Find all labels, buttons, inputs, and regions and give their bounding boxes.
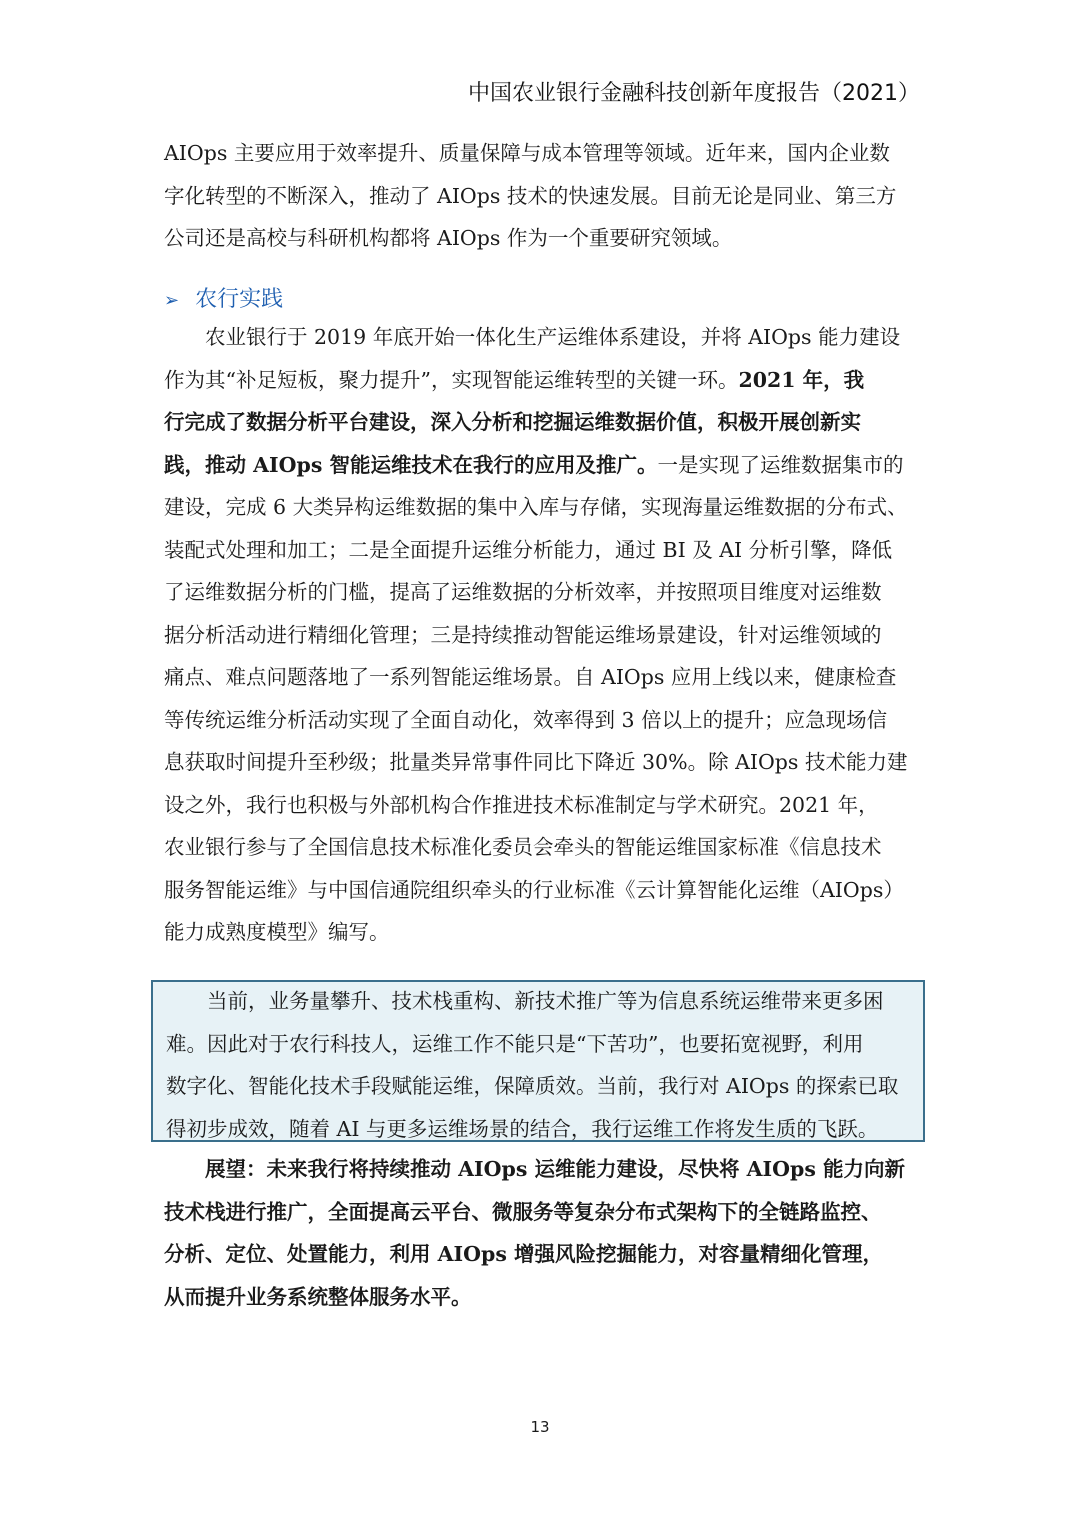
paragraph-line: 行完成了数据分析平台建设，深入分析和挖掘运维数据价值，积极开展创新实 xyxy=(164,410,861,434)
bold-text: 2021 年，我 xyxy=(738,367,865,392)
paragraph-line: 公司还是高校与科研机构都将 AIOps 作为一个重要研究领域。 xyxy=(164,226,733,250)
arrow-bullet-icon: ➢ xyxy=(164,290,180,311)
paragraph-line: 分析、定位、处置能力，利用 AIOps 增强风险挖掘能力，对容量精细化管理， xyxy=(164,1242,883,1266)
paragraph-line: 痛点、难点问题落地了一系列智能运维场景。自 AIOps 应用上线以来，健康检查 xyxy=(164,665,897,689)
paragraph-line: 字化转型的不断深入，推动了 AIOps 技术的快速发展。目前无论是同业、第三方 xyxy=(164,183,897,208)
paragraph-line: 能力成熟度模型》编写。 xyxy=(164,920,390,944)
callout-box xyxy=(151,980,925,1142)
callout-line: 当前，业务量攀升、技术栈重构、新技术推广等为信息系统运维带来更多困 xyxy=(166,989,884,1013)
paragraph-line: 了运维数据分析的门槛，提高了运维数据的分析效率，并按照项目维度对运维数 xyxy=(164,580,882,604)
paragraph-line: 服务智能运维》与中国信通院组织牵头的行业标准《云计算智能化运维（AIOps） xyxy=(164,877,904,902)
paragraph-line: 从而提升业务系统整体服务水平。 xyxy=(164,1284,472,1309)
paragraph-line: 据分析活动进行精细化管理；三是持续推动智能运维场景建设，针对运维领域的 xyxy=(164,622,882,647)
intro-paragraph xyxy=(164,132,916,260)
callout-line: 难。因此对于农行科技人，运维工作不能只是“下苦功”，也要拓宽视野，利用 xyxy=(166,1031,864,1056)
paragraph-line xyxy=(164,359,916,402)
callout-line: 得初步成效，随着 AI 与更多运维场景的结合，我行运维工作将发生质的飞跃。 xyxy=(166,1116,879,1141)
paragraph-line: 技术栈进行推广，全面提高云平台、微服务等复杂分布式架构下的全链路监控、 xyxy=(164,1199,882,1224)
line-text: 作为其“补足短板，聚力提升”，实现智能运维转型的关键一环。 xyxy=(164,367,739,392)
line-text: 一是实现了运维数据集市的 xyxy=(657,452,904,477)
paragraph-line xyxy=(164,444,916,487)
paragraph-line: 装配式处理和加工；二是全面提升运维分析能力，通过 BI 及 AI 分析引擎，降低 xyxy=(164,537,893,562)
paragraph-line: 息获取时间提升至秒级；批量类异常事件同比下降近 30%。除 AIOps 技术能力建 xyxy=(164,750,908,774)
callout-line: 数字化、智能化技术手段赋能运维，保障质效。当前，我行对 AIOps 的探索已取 xyxy=(166,1074,899,1098)
paragraph-line: 设之外，我行也积极与外部机构合作推进技术标准制定与学术研究。2021 年， xyxy=(164,792,879,817)
section-title: 农行实践 xyxy=(195,287,284,312)
paragraph-line: 农业银行于 2019 年底开始一体化生产运维体系建设，并将 AIOps 能力建设 xyxy=(164,325,901,349)
outlook-paragraph xyxy=(164,1148,916,1318)
report-header-title: 中国农业银行金融科技创新年度报告（2021） xyxy=(468,81,920,106)
paragraph-line: AIOps 主要应用于效率提升、质量保障与成本管理等领域。近年来，国内企业数 xyxy=(164,141,890,165)
bold-text: 践，推动 AIOps 智能运维技术在我行的应用及推广。 xyxy=(164,452,658,477)
practice-paragraph xyxy=(164,316,916,954)
paragraph-line: 等传统运维分析活动实现了全面自动化，效率得到 3 倍以上的提升；应急现场信 xyxy=(164,707,888,732)
page-number: 13 xyxy=(530,1418,550,1436)
paragraph-line: 展望：未来我行将持续推动 AIOps 运维能力建设，尽快将 AIOps 能力向新 xyxy=(164,1157,906,1181)
paragraph-line: 建设，完成 6 大类异构运维数据的集中入库与存储，实现海量运维数据的分布式、 xyxy=(164,495,908,519)
paragraph-line: 农业银行参与了全国信息技术标准化委员会牵头的智能运维国家标准《信息技术 xyxy=(164,835,882,859)
section-heading xyxy=(164,282,283,313)
